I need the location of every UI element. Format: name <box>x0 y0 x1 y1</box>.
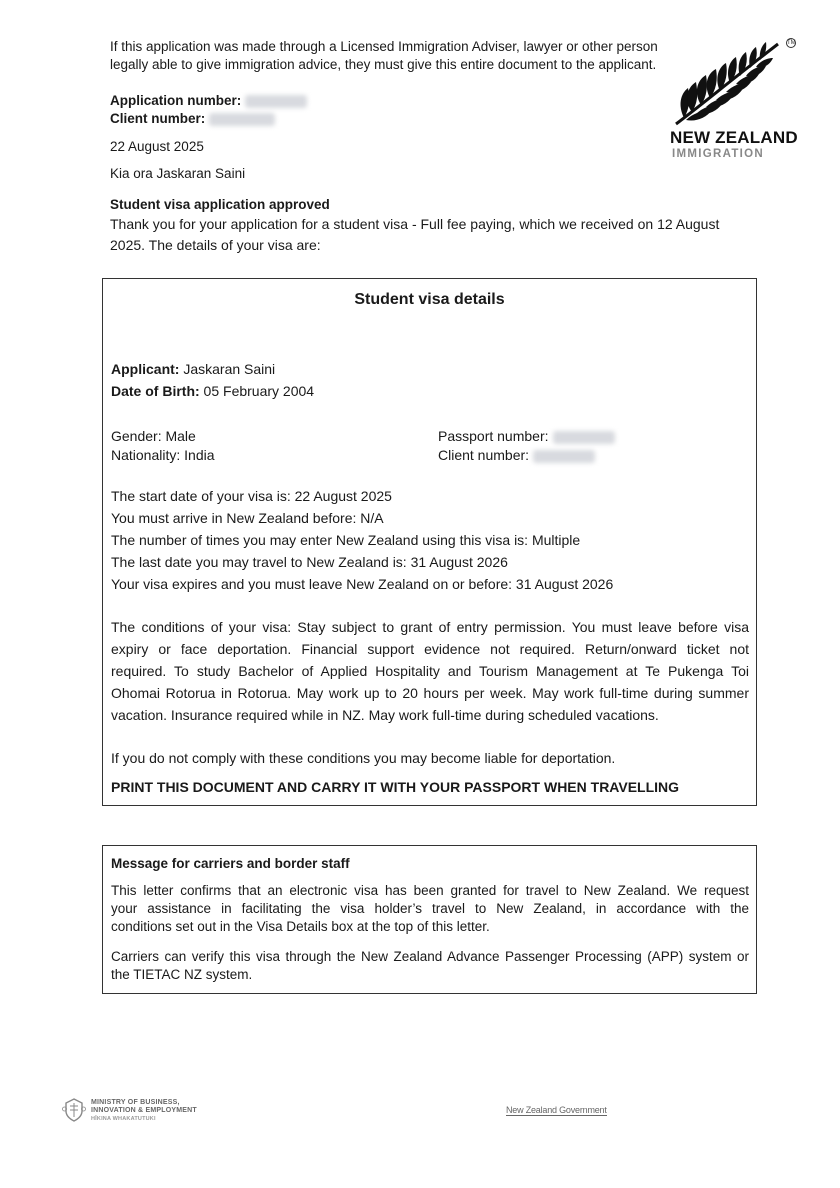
carriers-line: This letter confirms that an electronic visa has been granted for travel to New Zealand. We request <box>111 883 749 898</box>
expiry: Your visa expires and you must leave New Zealand on or before: 31 August 2026 <box>111 576 614 592</box>
applicant-row <box>111 358 275 380</box>
conditions-line: The conditions of your visa: Stay subject to grant of entry permission. You must leave before visa <box>111 619 749 635</box>
start-date: The start date of your visa is: 22 August 2025 <box>111 488 392 504</box>
redacted-passport-number <box>553 431 615 444</box>
carriers-line: your assistance in facilitating the visa holder’s travel to New Zealand, in accordance with the <box>111 901 749 916</box>
passport-label: Passport number: <box>438 428 549 444</box>
box-client-label: Client number: <box>438 447 530 463</box>
box-client-row <box>438 444 595 466</box>
nationality: Nationality: India <box>111 447 215 463</box>
conditions-line: required. To study Bachelor of Applied Hospitality and Tourism Management at Te Pukenga Toi <box>111 663 749 679</box>
arrive-before: You must arrive in New Zealand before: N/A <box>111 510 384 526</box>
client-number-row <box>110 110 275 128</box>
redacted-box-client-number <box>533 450 595 463</box>
last-travel: The last date you may travel to New Zealand is: 31 August 2026 <box>111 554 508 570</box>
mbie-line3: HĪKINA WHAKATUTUKI <box>91 1116 156 1122</box>
carriers-title: Message for carriers and border staff <box>111 856 350 871</box>
dob-row <box>111 380 314 402</box>
entries: The number of times you may enter New Zealand using this visa is: Multiple <box>111 532 581 548</box>
gender: Gender: Male <box>111 428 196 444</box>
intro-line1: Thank you for your application for a student visa - Full fee paying, which we received on 12 August <box>110 216 720 232</box>
conditions-line: Ohomai Rotorua in Rotorua. May work up to 20 hours per week. May work full-time during summer <box>111 685 749 701</box>
adviser-notice <box>110 38 670 74</box>
trademark-mark: TM <box>787 40 796 46</box>
carriers-box <box>102 845 757 994</box>
mbie-logo <box>62 1097 212 1125</box>
carriers-line: Carriers can verify this visa through the New Zealand Advance Passenger Processing (APP) system or <box>111 949 749 964</box>
carriers-para2 <box>111 948 749 984</box>
subject-line: Student visa application approved <box>110 197 330 212</box>
conditions-line: expiry or face deportation. Financial support evidence not required. Return/onward ticket not <box>111 641 749 657</box>
nz-government-text: New Zealand Government <box>506 1105 607 1115</box>
application-number-row <box>110 92 307 110</box>
letter-date: 22 August 2025 <box>110 139 204 154</box>
coat-of-arms-icon <box>62 1097 86 1123</box>
mbie-line2: INNOVATION & EMPLOYMENT <box>91 1107 197 1114</box>
redacted-application-number <box>245 95 307 108</box>
visa-conditions <box>111 616 749 726</box>
mbie-line1: MINISTRY OF BUSINESS, <box>91 1099 180 1106</box>
adviser-notice-line1: If this application was made through a Licensed Immigration Adviser, lawyer or other person <box>110 39 658 54</box>
application-number-label: Application number: <box>110 93 242 108</box>
conditions-line: vacation. Insurance required while in NZ. May work full-time during scheduled vacations. <box>111 707 659 723</box>
visa-details-title: Student visa details <box>354 291 505 308</box>
carriers-para1 <box>111 882 749 936</box>
carriers-line: conditions set out in the Visa Details box at the top of this letter. <box>111 919 490 934</box>
logo-line2: IMMIGRATION <box>672 148 765 160</box>
nz-immigration-logo <box>668 36 798 166</box>
redacted-client-number <box>209 113 275 126</box>
visa-details-box <box>102 278 757 806</box>
visa-dates <box>111 485 751 595</box>
carriers-line: the TIETAC NZ system. <box>111 967 253 982</box>
print-notice: PRINT THIS DOCUMENT AND CARRY IT WITH YOUR PASSPORT WHEN TRAVELLING <box>111 779 680 795</box>
applicant-label: Applicant: <box>111 361 180 377</box>
client-number-label: Client number: <box>110 111 206 126</box>
greeting: Kia ora Jaskaran Saini <box>110 166 246 181</box>
adviser-notice-line2: legally able to give immigration advice, they must give this entire document to the applicant. <box>110 57 657 72</box>
intro-line2: 2025. The details of your visa are: <box>110 237 321 253</box>
fern-icon <box>670 36 790 128</box>
dob-value: 05 February 2004 <box>199 383 315 399</box>
logo-line1: NEW ZEALAND <box>670 128 798 147</box>
nz-government-logo <box>506 1105 607 1115</box>
applicant-value: Jaskaran Saini <box>179 361 276 377</box>
compliance-note: If you do not comply with these conditions you may become liable for deportation. <box>111 750 616 766</box>
intro-paragraph <box>110 214 719 256</box>
dob-label: Date of Birth: <box>111 383 200 399</box>
